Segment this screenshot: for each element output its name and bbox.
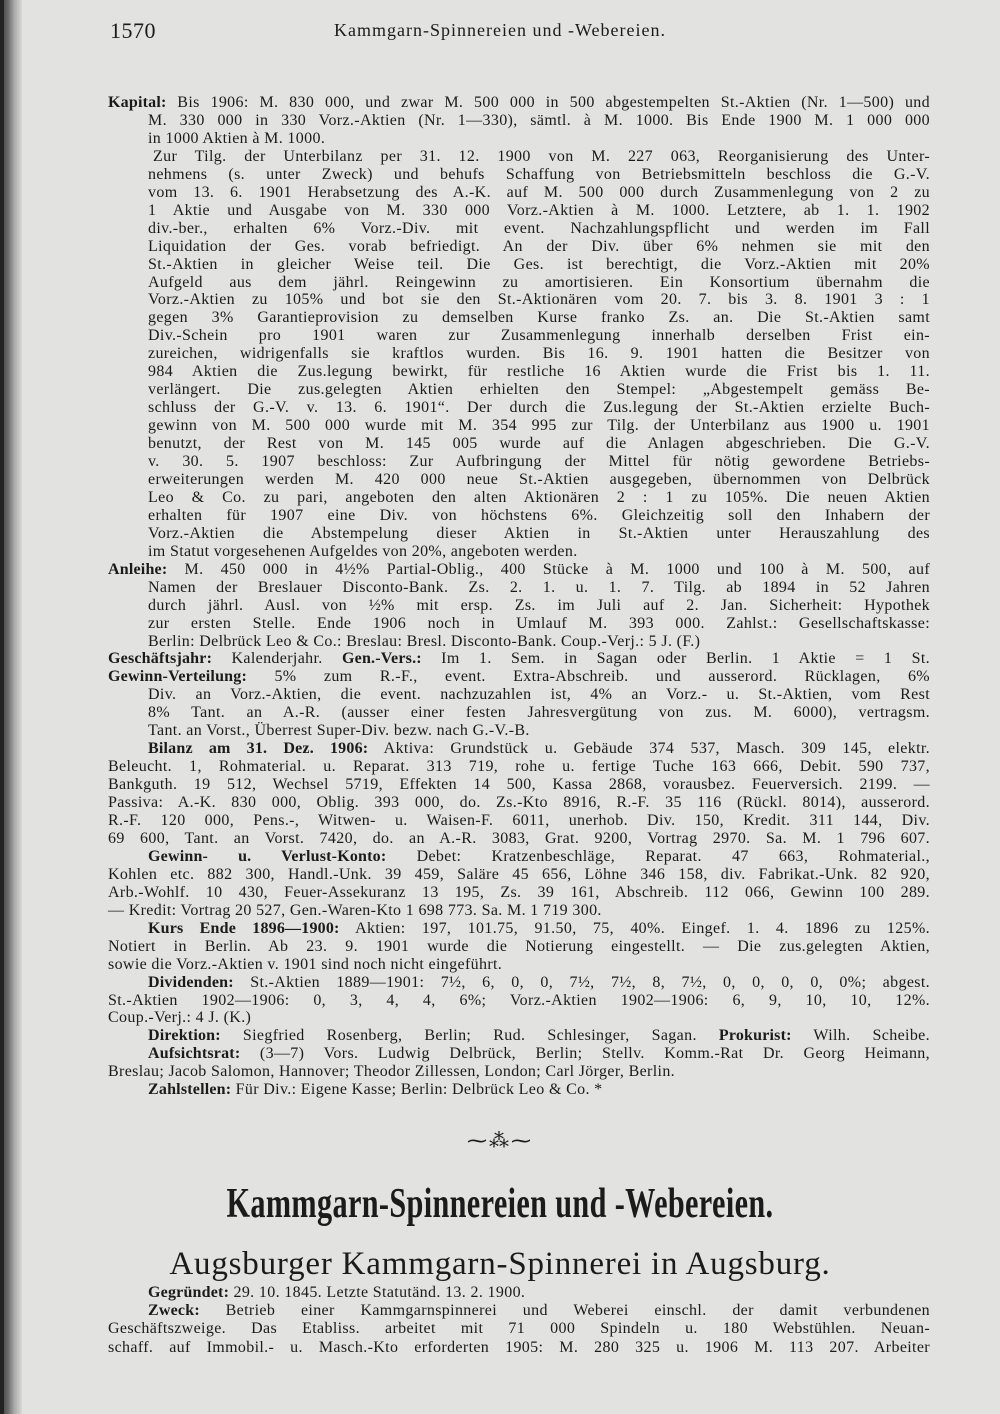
section-heading: Kammgarn-Spinnereien und -Webereien.: [226, 1181, 774, 1227]
field-text: R.-F. 120 000, Pens.-, Witwen- u. Waisen-F. 6011, unerhob. Div. 150, Kredit. 311 144, Div.: [108, 812, 930, 829]
field-text: M. 450 000 in 4½% Partial-Oblig., 400 Stücke à M. 1000 und 100 à M. 500, auf: [184, 560, 930, 578]
field-text: Vorz.-Aktien die Abstempelung dieser Aktien in St.-Aktien unter Herauszahlung des: [148, 524, 930, 542]
text-line: [148, 274, 930, 292]
field-text: Tant. an Vorst., Überrest Super-Div. bezw. nach G.-V.-B.: [148, 722, 530, 740]
field-text: in 1000 Aktien à M. 1000.: [148, 129, 326, 147]
running-title: Kammgarn-Spinnereien und -Webereien.: [334, 20, 666, 40]
text-line: [148, 848, 930, 866]
text-line: [108, 1063, 930, 1081]
field-text: im Statut vorgesehenen Aufgeldes von 20%, angeboten werden.: [148, 542, 578, 560]
field-text: zur ersten Stelle. Ende 1906 noch in Umlauf M. 393 000. Zahlst.: Gesellschaftskasse:: [148, 614, 930, 632]
field-text: Liquidation der Ges. vorab befriedigt. An der Div. über 6% nehmen sie mit den: [148, 237, 930, 255]
text-line: [108, 830, 930, 848]
field-text: Kalenderjahr.: [231, 650, 323, 668]
field-text: Beleucht. 1, Rohmaterial. u. Reparat. 313 719, rohe u. fertige Tuche 163 666, Debit. 590 737,: [108, 758, 930, 776]
field-text: durch jährl. Ausl. von ½% mit ersp. Zs. im Juli auf 2. Jan. Sicherheit: Hypothek: [148, 596, 930, 614]
text-line: [148, 1284, 930, 1302]
text-line: [148, 291, 930, 309]
text-line: [148, 202, 930, 220]
text-line: [148, 453, 930, 471]
text-line: [148, 722, 930, 740]
text-line: [148, 615, 930, 633]
text-line: [148, 525, 930, 543]
field-text: Arb.-Wohlf. 10 430, Feuer-Assekuranz 13 195, Zs. 39 161, Abschreib. 112 066, Gewinn 100 289.: [108, 883, 930, 901]
field-label: Bilanz am 31. Dez. 1906:: [148, 740, 369, 758]
page-number: 1570: [110, 18, 156, 43]
field-text: M. 330 000 in 330 Vorz.-Aktien (Nr. 1—330), sämtl. à M. 1000. Bis Ende 1900 M. 1 000 000: [148, 111, 930, 129]
text-line: [148, 381, 930, 399]
text-line: [148, 1302, 930, 1320]
text-line: [148, 130, 930, 148]
field-text: 69 600, Tant. an Vorst. 7420, do. an A.-R. 3083, Grat. 9200, Vortrag 2970. Sa. M. 1 796 607.: [108, 829, 930, 847]
text-line: [148, 345, 930, 363]
field-label: Gegründet:: [148, 1284, 230, 1301]
field-text: St.-Aktien in gleicher Weise teil. Die Ges. ist berechtigt, die Vorz.-Aktien mit 20%: [148, 255, 930, 273]
text-line: [148, 220, 930, 238]
text-line: [148, 489, 930, 507]
text-line: [148, 597, 930, 615]
field-text: Leo & Co. zu pari, angeboten den alten Aktionären 2 : 1 zu 105%. Die neuen Aktien: [148, 488, 930, 506]
field-label: Prokurist:: [718, 1027, 792, 1045]
text-line: [108, 992, 930, 1010]
field-text: erhalten für 1907 eine Div. von höchstens 6%. Gleichzeitig soll den Inhabern der: [148, 506, 930, 524]
text-line: [148, 435, 930, 453]
text-line: [148, 1081, 930, 1099]
field-text: Betrieb einer Kammgarnspinnerei und Weberei einschl. der damit verbundenen: [225, 1302, 930, 1320]
field-text: div.-ber., erhalten 6% Vorz.-Div. mit event. Nachzahlungspflicht und werden im Fall: [148, 219, 930, 237]
text-line: [148, 166, 930, 184]
field-text: Aktiva: Grundstück u. Gebäude 374 537, Masch. 309 145, elektr.: [383, 740, 931, 758]
field-label: Gen.-Vers.:: [342, 650, 422, 668]
text-line: [153, 148, 930, 166]
field-text: nehmens (s. unter Zweck) und behufs Schaffung von Betriebsmitteln beschloss die G.-V.: [148, 165, 930, 183]
text-line: [108, 794, 930, 812]
field-label: Gewinn-Verteilung:: [108, 668, 248, 686]
text-line: [108, 812, 930, 830]
text-line: [108, 866, 930, 884]
field-text: Berlin: Delbrück Leo & Co.: Breslau: Bresl. Disconto-Bank. Coup.-Verj.: 5 J. (F.): [148, 632, 701, 650]
field-text: Aktien: 197, 101.75, 91.50, 75, 40%. Eingef. 1. 4. 1896 zu 125%.: [355, 919, 930, 937]
text-line: [148, 327, 930, 345]
text-line: [108, 668, 930, 686]
text-line: [148, 363, 930, 381]
field-text: Coup.-Verj.: 4 J. (K.): [108, 1009, 252, 1027]
text-line: [148, 704, 930, 722]
field-label: Gewinn- u. Verlust-Konto:: [148, 847, 387, 865]
text-line: [148, 686, 930, 704]
field-text: Namen der Breslauer Disconto-Bank. Zs. 2. 1. u. 1. 7. Tilg. ab 1894 in 52 Jahren: [148, 578, 930, 596]
text-line: [148, 1027, 930, 1045]
field-text: Vorz.-Aktien zu 105% und bot sie den St.-Aktionären vom 20. 7. bis 3. 8. 1901 3 : 1: [148, 291, 930, 309]
field-text: Bis 1906: M. 830 000, und zwar M. 500 000 in 500 abgestempelten St.-Aktien (Nr. 1—500) und: [177, 94, 930, 111]
field-label: Geschäftsjahr:: [108, 650, 213, 668]
field-text: 8% Tant. an A.-R. (ausser einer festen Jahresvergütung von zus. M. 6000), vertragsm.: [148, 704, 930, 722]
field-text: — Kredit: Vortrag 20 527, Gen.-Waren-Kto 1 698 773. Sa. M. 1 719 300.: [108, 901, 602, 919]
text-line: [148, 417, 930, 435]
text-line: [108, 884, 930, 902]
field-text: Kohlen etc. 882 300, Handl.-Unk. 39 459, Saläre 45 656, Löhne 346 158, div. Fabrikat.-Unk. 82 920,: [108, 865, 930, 883]
text-line: [148, 112, 930, 130]
field-label: Kurs Ende 1896—1900:: [148, 919, 340, 937]
field-text: Passiva: A.-K. 830 000, Oblig. 393 000, do. Zs.-Kto 8916, R.-F. 35 116 (Rückl. 8014), ausserord.: [108, 794, 930, 812]
text-line: [108, 650, 930, 668]
field-text: schluss der G.-V. v. 13. 6. 1901“. Der durch die Zus.legung der St.-Aktien erzielte Buch-: [148, 399, 930, 417]
text-line: [148, 309, 930, 327]
field-text: erweiterungen werden M. 420 000 neue St.-Aktien ausgegeben, übernommen von Delbrück: [148, 470, 930, 488]
field-label: Kapital:: [108, 94, 167, 111]
text-line: [108, 1339, 930, 1357]
field-text: Im 1. Sem. in Sagan oder Berlin. 1 Aktie = 1 St.: [441, 650, 930, 668]
text-line: [108, 956, 930, 974]
field-text: Div. an Vorz.-Aktien, die event. nachzuzahlen ist, 4% an Vorz.- u. St.-Aktien, vom Rest: [148, 686, 930, 704]
field-text: Geschäftszweige. Das Etabliss. arbeitet mit 71 000 Spindeln u. 180 Webstühlen. Neuan-: [108, 1320, 930, 1338]
text-line: [148, 543, 930, 561]
field-label: Dividenden:: [148, 973, 234, 991]
field-text: 29. 10. 1845. Letzte Statutänd. 13. 2. 1900.: [233, 1284, 526, 1301]
text-line: [148, 633, 930, 651]
field-text: St.-Aktien 1889—1901: 7½, 6, 0, 0, 7½, 7½, 8, 7½, 0, 0, 0, 0, 0%; abgest.: [250, 973, 930, 991]
field-text: Breslau; Jacob Salomon, Hannover; Theodor Zillessen, London; Carl Jörger, Berlin.: [108, 1063, 676, 1081]
text-line: [108, 902, 930, 920]
field-text: Aufgeld aus dem jährl. Reingewinn zu amortisieren. Ein Konsortium übernahm die: [148, 273, 930, 291]
field-text: 984 Aktien die Zus.legung bewirkt, für restliche 16 Aktien wurde die Frist bis 1. 11.: [148, 363, 930, 381]
company-title: Augsburger Kammgarn-Spinnerei in Augsburg.: [169, 1246, 831, 1282]
text-line: [108, 776, 930, 794]
field-text: Debet: Kratzenbeschläge, Reparat. 47 663, Rohmaterial.,: [416, 847, 931, 865]
text-line: [148, 471, 930, 489]
text-line: [108, 1009, 930, 1027]
text-line: [148, 399, 930, 417]
field-text: Wilh. Scheibe.: [813, 1027, 930, 1045]
field-text: benutzt, der Rest von M. 145 005 wurde auf die Anlagen abgeschrieben. Die G.-V.: [148, 435, 930, 453]
text-line: [148, 507, 930, 525]
text-line: [148, 579, 930, 597]
ornament-divider: ⁓⁂⁓: [467, 1130, 533, 1152]
field-text: sowie die Vorz.-Aktien v. 1901 sind noch nicht eingeführt.: [108, 955, 503, 973]
field-text: Bankguth. 19 512, Wechsel 5719, Effekten 14 500, Kassa 2868, vorausbez. Feuerversich. 2199. —: [108, 776, 930, 794]
field-text: v. 30. 5. 1907 beschloss: Zur Aufbringung der Mittel für nötig gewordene Betriebs-: [148, 453, 930, 470]
field-text: verlängert. Die zus.gelegten Aktien erhielten den Stempel: „Abgestempelt gemäss Be-: [148, 381, 930, 399]
field-text: Siegfried Rosenberg, Berlin; Rud. Schlesinger, Sagan.: [242, 1027, 697, 1045]
text-line: [108, 1320, 930, 1338]
text-line: [148, 184, 930, 202]
field-text: Für Div.: Eigene Kasse; Berlin: Delbrück Leo & Co. *: [235, 1081, 603, 1099]
field-text: (3—7) Vors. Ludwig Delbrück, Berlin; Stellv. Komm.-Rat Dr. Georg Heimann,: [259, 1045, 930, 1063]
field-label: Zahlstellen:: [148, 1081, 232, 1099]
field-label: Aufsichtsrat:: [148, 1045, 241, 1063]
field-text: Div.-Schein pro 1901 waren zur Zusammenlegung innerhalb derselben Frist ein-: [148, 327, 930, 345]
text-line: [148, 1045, 930, 1063]
field-text: gewinn von M. 500 000 wurde mit M. 354 995 zur Tilg. der Unterbilanz aus 1900 u. 1901: [148, 417, 930, 435]
field-text: 1 Aktie und Ausgabe von M. 330 000 Vorz.-Aktien à M. 1000. Letztere, ab 1. 1. 1902: [148, 201, 930, 219]
field-text: schaff. auf Immobil.- u. Masch.-Kto erforderten 1905: M. 280 325 u. 1906 M. 113 207. Arbeiter: [108, 1338, 930, 1356]
field-text: zureichen, widrigenfalls sie kraftlos wurden. Bis 16. 9. 1901 hatten die Besitzer von: [148, 345, 930, 363]
field-text: Notiert in Berlin. Ab 23. 9. 1901 wurde die Notierung eingestellt. — Die zus.gelegten Aktien,: [108, 937, 930, 955]
field-text: gegen 3% Garantieprovision zu demselben Kurse franko Zs. an. Die St.-Aktien samt: [148, 309, 930, 327]
text-line: [148, 238, 930, 256]
field-label: Zweck:: [148, 1302, 200, 1320]
field-text: vom 13. 6. 1901 Herabsetzung des A.-K. auf M. 500 000 durch Zusammenlegung von 2 zu: [148, 183, 930, 201]
field-text: Zur Tilg. der Unterbilanz per 31. 12. 1900 von M. 227 063, Reorganisierung des Unter-: [153, 147, 930, 165]
text-line: [148, 974, 930, 992]
text-line: [148, 920, 930, 938]
field-text: 5% zum R.-F., event. Extra-Abschreib. und ausserord. Rücklagen, 6%: [274, 668, 930, 686]
text-line: [148, 256, 930, 274]
field-label: Anleihe:: [108, 560, 168, 578]
text-line: [108, 758, 930, 776]
text-line: [108, 94, 930, 112]
text-line: [108, 561, 930, 579]
text-line: [148, 740, 930, 758]
text-line: [108, 938, 930, 956]
book-gutter-shadow: [0, 0, 4, 1414]
field-label: Direktion:: [148, 1027, 221, 1045]
field-text: St.-Aktien 1902—1906: 0, 3, 4, 4, 6%; Vorz.-Aktien 1902—1906: 6, 9, 10, 10, 12%.: [108, 991, 930, 1009]
